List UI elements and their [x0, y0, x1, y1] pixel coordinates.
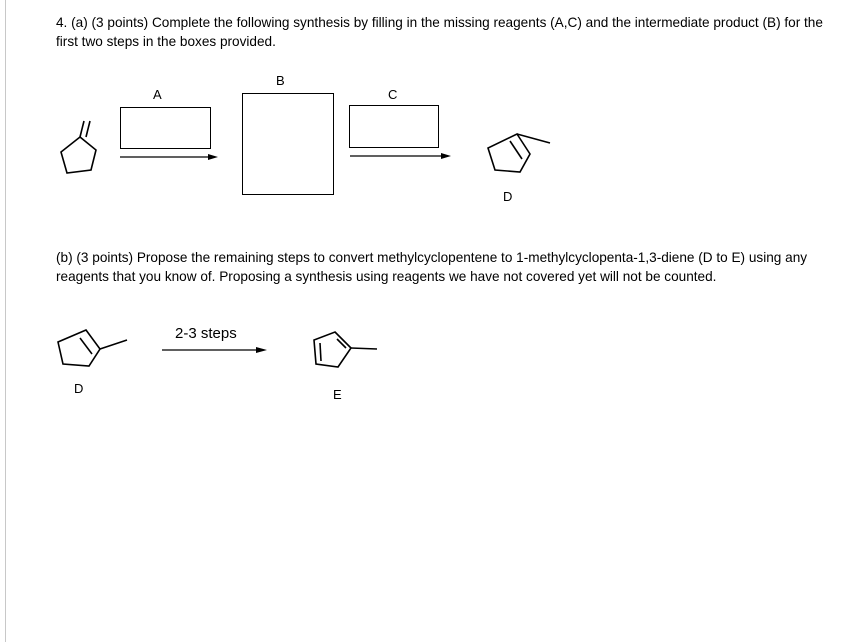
label-d-part-b: D — [74, 381, 84, 396]
product-e-double-bond-2 — [337, 339, 346, 348]
reagent-box-c[interactable] — [349, 105, 439, 148]
arrow-2 — [348, 150, 453, 164]
start-ring — [61, 137, 96, 173]
product-e-double-bond-1 — [320, 343, 321, 361]
reactant-d-ring — [58, 330, 100, 366]
intermediate-box-b[interactable] — [242, 93, 334, 195]
reagent-box-a[interactable] — [120, 107, 211, 149]
product-d-ring — [488, 134, 530, 172]
arrow-steps-label: 2-3 steps — [175, 325, 237, 342]
label-d-part-a: D — [503, 189, 513, 204]
page-left-border — [5, 0, 6, 642]
arrow-1 — [118, 151, 220, 165]
start-exo-bond-2 — [86, 121, 90, 137]
label-b: B — [276, 73, 285, 88]
part-a-text: (a) (3 points) Complete the following synthesis by filling in the missing reagents (A,C) and the intermediate product (B) for the first two steps in the boxes provided. — [56, 15, 823, 49]
reactant-d-double-bond — [80, 338, 92, 354]
label-e: E — [333, 387, 342, 402]
product-d-methyl — [517, 134, 550, 143]
question-number: 4. — [56, 15, 68, 30]
product-d-double-bond — [510, 141, 522, 159]
arrow-3 — [160, 344, 270, 358]
question-part-a — [56, 13, 826, 51]
label-c: C — [388, 87, 398, 102]
product-e-methyl — [351, 348, 377, 349]
product-e-ring — [314, 332, 351, 367]
start-exo-bond-1 — [80, 121, 84, 137]
label-a: A — [153, 87, 162, 102]
part-b-text: (b) (3 points) Propose the remaining steps to convert methylcyclopentene to 1-methylcyclopenta-1,3-diene (D to E) using any reagents that you know of. Proposing a synthesis using reagents we have not covered yet will not be counted. — [56, 250, 808, 284]
reactant-d-methyl — [100, 340, 127, 349]
